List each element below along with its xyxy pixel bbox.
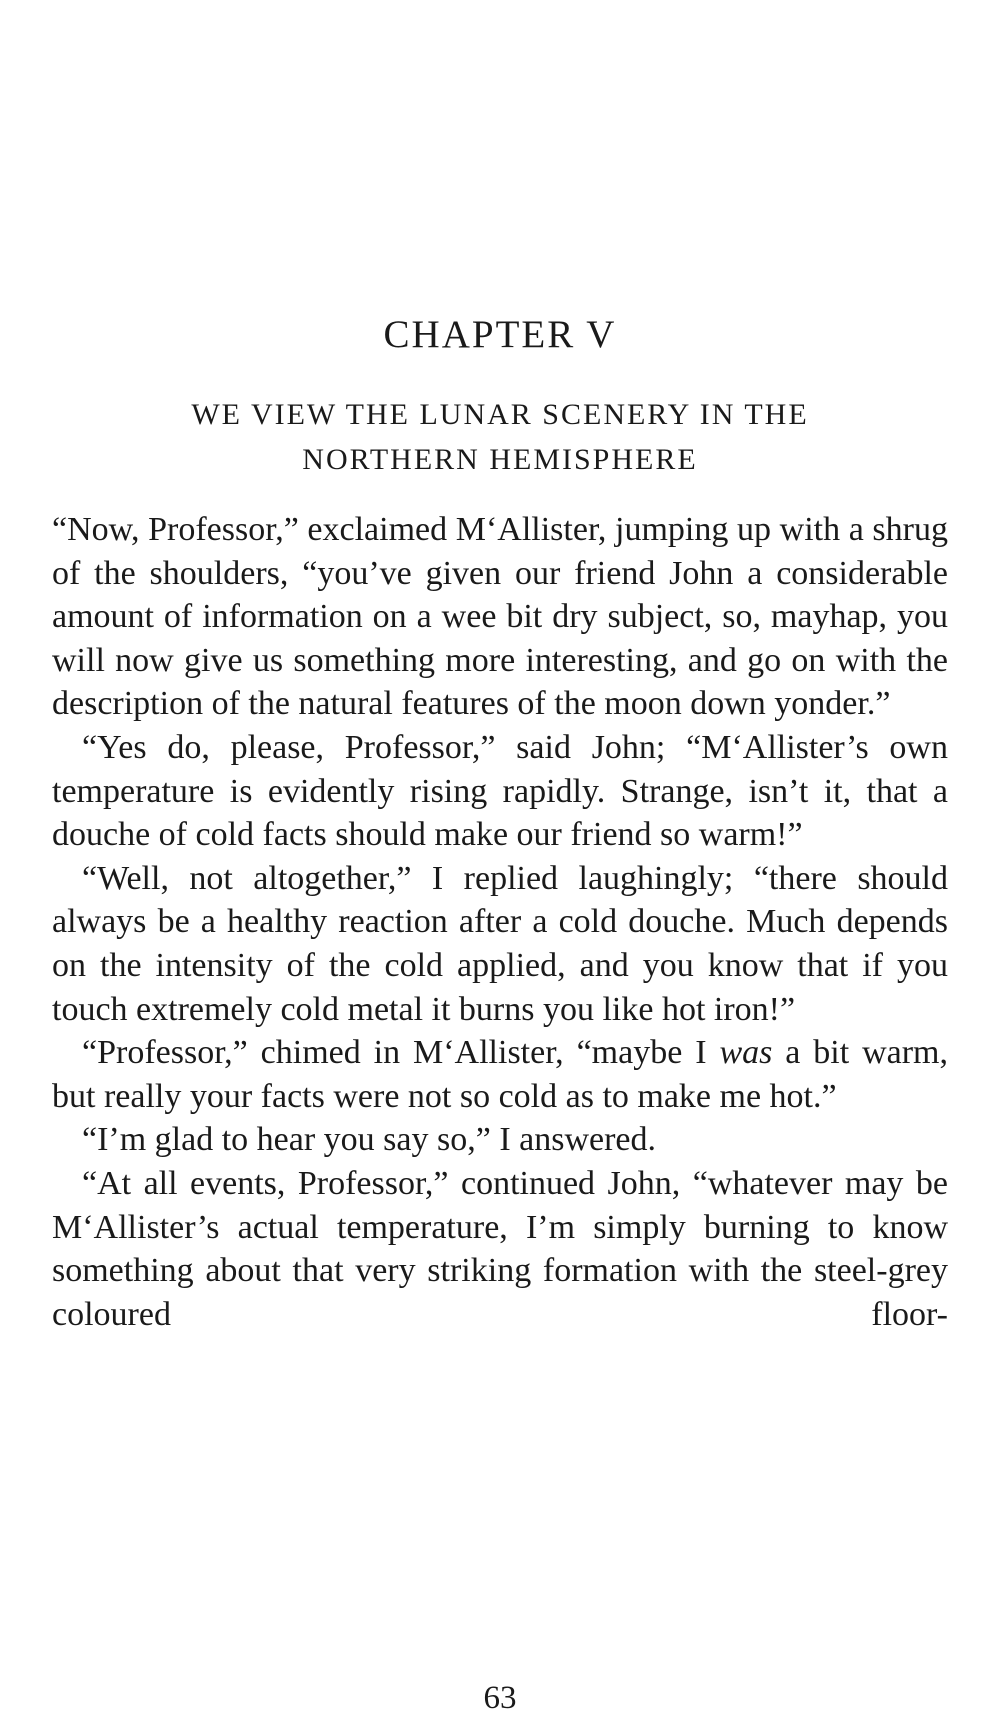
- page-number: 63: [483, 1680, 517, 1716]
- paragraph-4: “Professor,” chimed in M‘Allister, “maybe I was a bit warm, but really your facts were not so cold as to make me hot.”: [52, 1034, 948, 1115]
- chapter-subtitle-line-1: WE VIEW THE LUNAR SCENERY IN THE: [191, 398, 809, 431]
- paragraph-1: “Now, Professor,” exclaimed M‘Allister, jumping up with a shrug of the shoulders, “you’ve given our friend John a considerable amount of information on a wee bit dry subject, so, mayhap, you will now give us something more interesting, and go on with the description of the natural features of the moon down yonder.”: [52, 511, 948, 723]
- book-page: [52, 0, 948, 1729]
- paragraph-5: “I’m glad to hear you say so,” I answered.: [82, 1121, 657, 1159]
- italic-emphasis: was: [719, 1034, 773, 1072]
- paragraph-2: “Yes do, please, Professor,” said John; “M‘Allister’s own temperature is evidently rising rapidly. Strange, isn’t it, that a douche of cold facts should make our friend so warm!”: [52, 728, 948, 854]
- body-text: [52, 508, 948, 1336]
- paragraph-3: “Well, not altogether,” I replied laughingly; “there should always be a healthy reaction after a cold douche. Much depends on the intensity of the cold applied, and you know that if you touch extremely cold metal it burns you like hot iron!”: [52, 859, 948, 1028]
- chapter-title: CHAPTER V: [383, 313, 617, 356]
- chapter-subtitle: [52, 392, 948, 482]
- paragraph-6: “At all events, Professor,” continued John, “whatever may be M‘Allister’s actual temperature, I’m simply burning to know something about that very striking formation with the steel-grey coloured floor-: [52, 1164, 948, 1333]
- chapter-subtitle-line-2: NORTHERN HEMISPHERE: [302, 443, 698, 476]
